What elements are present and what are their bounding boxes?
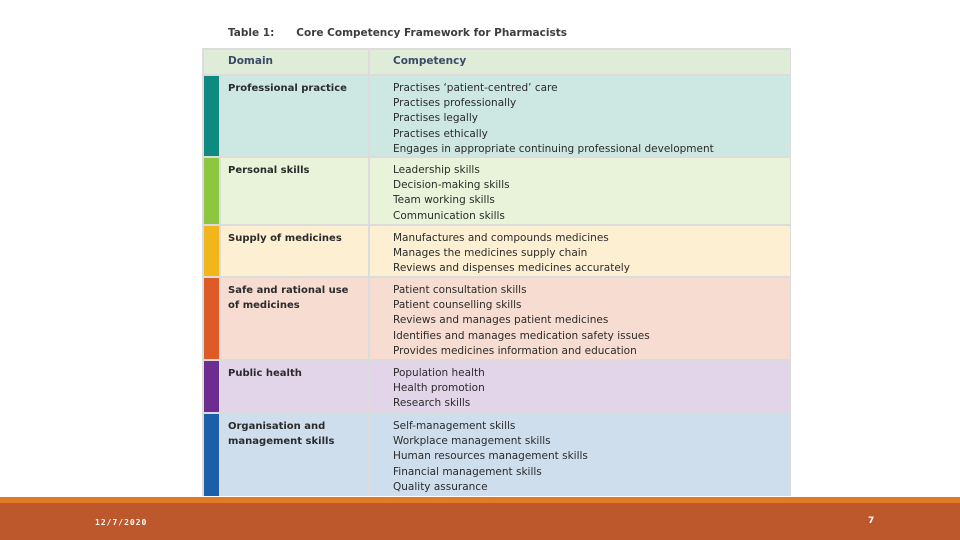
competency-item: Human resources management skills bbox=[393, 450, 588, 463]
competency-item: Manages the medicines supply chain bbox=[393, 247, 588, 260]
competency-item: Reviews and dispenses medicines accurately bbox=[393, 262, 630, 275]
competency-cell bbox=[370, 76, 790, 156]
competency-item: Reviews and manages patient medicines bbox=[393, 314, 609, 327]
domain-label: Organisation and management skills bbox=[228, 421, 335, 448]
competency-item: Patient counselling skills bbox=[393, 299, 522, 312]
competency-list bbox=[393, 419, 588, 495]
competency-list bbox=[393, 283, 650, 359]
competency-item: Self-management skills bbox=[393, 420, 516, 432]
table-caption-label: Table 1: bbox=[228, 27, 275, 39]
competency-item: Communication skills bbox=[393, 209, 505, 222]
domain-label: Safe and rational use of medicines bbox=[228, 285, 349, 312]
domain-label: Supply of medicines bbox=[228, 233, 342, 244]
header-competency-label: Competency bbox=[393, 55, 467, 67]
competency-list bbox=[393, 81, 714, 157]
competency-cell bbox=[370, 361, 790, 412]
competency-list bbox=[393, 366, 485, 412]
competency-item: Provides medicines information and education bbox=[393, 344, 637, 357]
competency-item: Health promotion bbox=[393, 382, 485, 395]
table-caption bbox=[228, 27, 567, 39]
competency-item: Team working skills bbox=[393, 194, 495, 207]
table-row bbox=[204, 278, 790, 359]
domain-cell bbox=[221, 158, 368, 224]
competency-item: Engages in appropriate continuing professional development bbox=[393, 142, 714, 155]
domain-color-stripe bbox=[204, 361, 219, 412]
domain-label: Personal skills bbox=[228, 165, 310, 176]
domain-color-stripe bbox=[204, 278, 219, 359]
footer-date: 12/7/2020 bbox=[95, 518, 148, 527]
domain-color-stripe bbox=[204, 226, 219, 276]
table-row bbox=[204, 414, 790, 496]
competency-cell bbox=[370, 158, 790, 224]
table-row bbox=[204, 76, 790, 156]
competency-list bbox=[393, 231, 630, 277]
header-competency-cell bbox=[370, 50, 790, 74]
table-row bbox=[204, 226, 790, 276]
domain-color-stripe bbox=[204, 414, 219, 496]
competency-item: Leadership skills bbox=[393, 164, 480, 176]
domain-label: Professional practice bbox=[228, 83, 347, 94]
competency-item: Financial management skills bbox=[393, 465, 542, 478]
competency-item: Quality assurance bbox=[393, 480, 488, 493]
competency-item: Practises legally bbox=[393, 112, 478, 125]
competency-item: Population health bbox=[393, 367, 485, 379]
header-domain-cell bbox=[204, 50, 368, 74]
domain-cell bbox=[221, 278, 368, 359]
domain-cell bbox=[221, 76, 368, 156]
competency-item: Manufactures and compounds medicines bbox=[393, 232, 609, 244]
competency-cell bbox=[370, 414, 790, 496]
table-header-row bbox=[204, 50, 790, 74]
competency-item: Practises ‘patient-centred’ care bbox=[393, 82, 558, 94]
table-row bbox=[204, 361, 790, 412]
table-caption-title: Core Competency Framework for Pharmacists bbox=[296, 27, 567, 39]
competency-item: Patient consultation skills bbox=[393, 284, 527, 296]
competency-item: Decision-making skills bbox=[393, 179, 510, 192]
competency-list bbox=[393, 163, 510, 224]
domain-color-stripe bbox=[204, 158, 219, 224]
competency-item: Workplace management skills bbox=[393, 435, 551, 448]
competency-item: Practises professionally bbox=[393, 97, 517, 110]
competency-cell bbox=[370, 226, 790, 276]
competency-item: Research skills bbox=[393, 397, 471, 410]
table-row bbox=[204, 158, 790, 224]
header-domain-label: Domain bbox=[228, 55, 274, 67]
domain-color-stripe bbox=[204, 76, 219, 156]
footer-page-number: 7 bbox=[868, 516, 875, 526]
competency-item: Practises ethically bbox=[393, 127, 488, 140]
domain-cell bbox=[221, 414, 368, 496]
domain-label: Public health bbox=[228, 368, 302, 379]
domain-cell bbox=[221, 361, 368, 412]
competency-cell bbox=[370, 278, 790, 359]
competency-item: Identifies and manages medication safety issues bbox=[393, 329, 650, 342]
domain-cell bbox=[221, 226, 368, 276]
